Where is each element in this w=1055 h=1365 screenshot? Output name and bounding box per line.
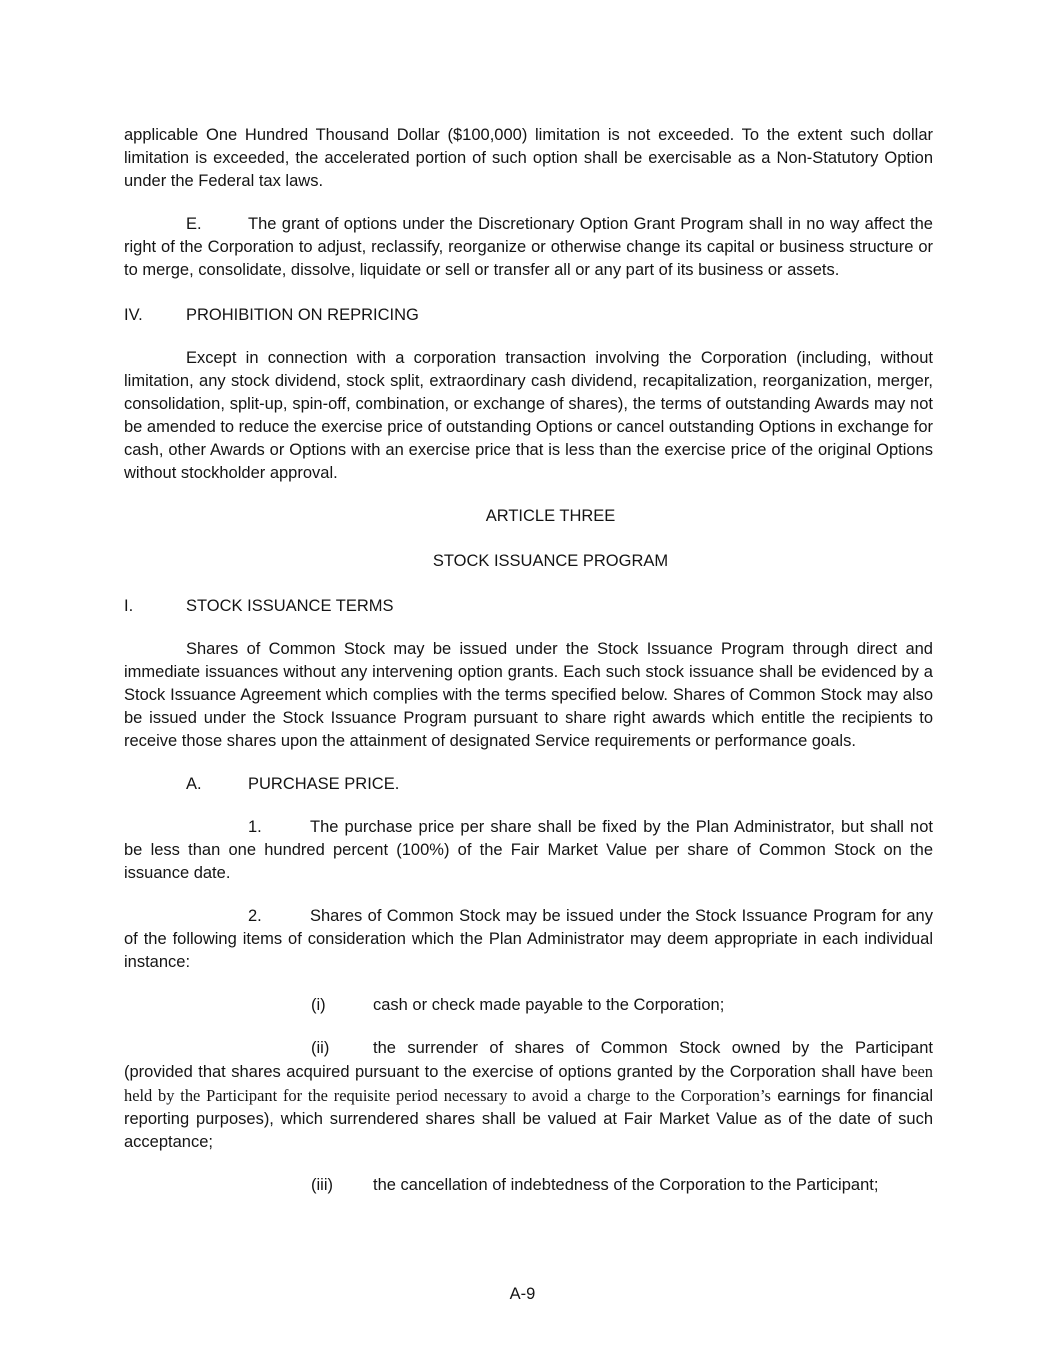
page-footer [0, 1285, 1055, 1304]
roman-ii-text-c: earnings for financial reporting purposes), which surrendered shares shall be valued at Fair Market Value as of the date of such acceptance; [124, 1087, 933, 1151]
continued-paragraph: applicable One Hundred Thousand Dollar ($100,000) limitation is not exceeded. To the extent such dollar limitation is exceeded, the accelerated portion of such option shall be exercisable as a Non-Statutory Option under the Federal tax laws. [124, 126, 933, 190]
paragraph-e-label: E. [186, 215, 202, 233]
subsection-a-label: A. [186, 775, 202, 793]
roman-ii-item [124, 1037, 933, 1154]
roman-i-item [124, 994, 933, 1017]
item-1-paragraph [124, 816, 933, 885]
section-i-paragraph: Shares of Common Stock may be issued under the Stock Issuance Program through direct and immediate issuances without any intervening option grants. Each such stock issuance shall be evidenced by a Stock Issuance Agreement which complies with the terms specified below. Shares of Common Stock may also be issued under the Stock Issuance Program pursuant to share right awards which entitle the recipients to receive those shares upon the attainment of designated Service requirements or performance goals. [124, 640, 933, 750]
article-title: ARTICLE THREE [485, 507, 616, 525]
item-1-text: The purchase price per share shall be fixed by the Plan Administrator, but shall not be less than one hundred percent (100%) of the Fair Market Value per share of Common Stock on the issuance date. [124, 818, 933, 882]
section-iv-paragraph: Except in connection with a corporation transaction involving the Corporation (including, without limitation, any stock dividend, stock split, extraordinary cash dividend, recapitalization, reorganization, merger, consolidation, split-up, spin-off, combination, or exchange of shares), the terms of outstanding Awards may not be amended to reduce the exercise price of outstanding Options or cancel outstanding Options in exchange for cash, other Awards or Options with an exercise price that is less than the exercise price of the original Options without stockholder approval. [124, 349, 934, 482]
section-iv-heading [124, 304, 933, 327]
item-2-text: Shares of Common Stock may be issued under the Stock Issuance Program for any of the following items of consideration which the Plan Administrator may deem appropriate in each individual instance: [124, 907, 933, 971]
subsection-a-heading [124, 773, 933, 796]
roman-ii-text-a: the surrender of shares of Common Stock owned by the Participant (provided that shares acquired pursuant to the exercise of options granted by the Corporation shall have [124, 1039, 933, 1081]
section-iv-title: PROHIBITION ON REPRICING [186, 306, 419, 324]
section-i-heading [124, 595, 933, 618]
paragraph-e-text: The grant of options under the Discretionary Option Grant Program shall in no way affect the right of the Corporation to adjust, reclassify, reorganize or otherwise change its capital or business structure or to merge, consolidate, dissolve, liquidate or sell or transfer all or any part of its business or assets. [124, 215, 933, 279]
article-subtitle: STOCK ISSUANCE PROGRAM [432, 552, 669, 570]
roman-iii-label: (iii) [311, 1176, 333, 1194]
roman-iii-item [124, 1174, 933, 1197]
section-iv-label: IV. [124, 306, 143, 324]
roman-i-label: (i) [311, 996, 326, 1014]
page-number: A-9 [509, 1285, 536, 1303]
item-1-label: 1. [248, 818, 262, 836]
section-i-label: I. [124, 597, 134, 615]
roman-i-text: cash or check made payable to the Corporation; [373, 996, 725, 1014]
subsection-a-title: PURCHASE PRICE. [248, 775, 400, 793]
paragraph-e [124, 213, 933, 282]
roman-ii-text-b: been held by the Participant for the requisite period necessary to avoid a charge to the Corporation’s [124, 1062, 933, 1105]
item-2-paragraph [124, 905, 933, 974]
document-page [124, 124, 933, 1197]
section-i-title: STOCK ISSUANCE TERMS [186, 597, 394, 615]
roman-iii-text: the cancellation of indebtedness of the Corporation to the Participant; [373, 1176, 879, 1194]
roman-ii-label: (ii) [311, 1039, 330, 1057]
item-2-label: 2. [248, 907, 262, 925]
